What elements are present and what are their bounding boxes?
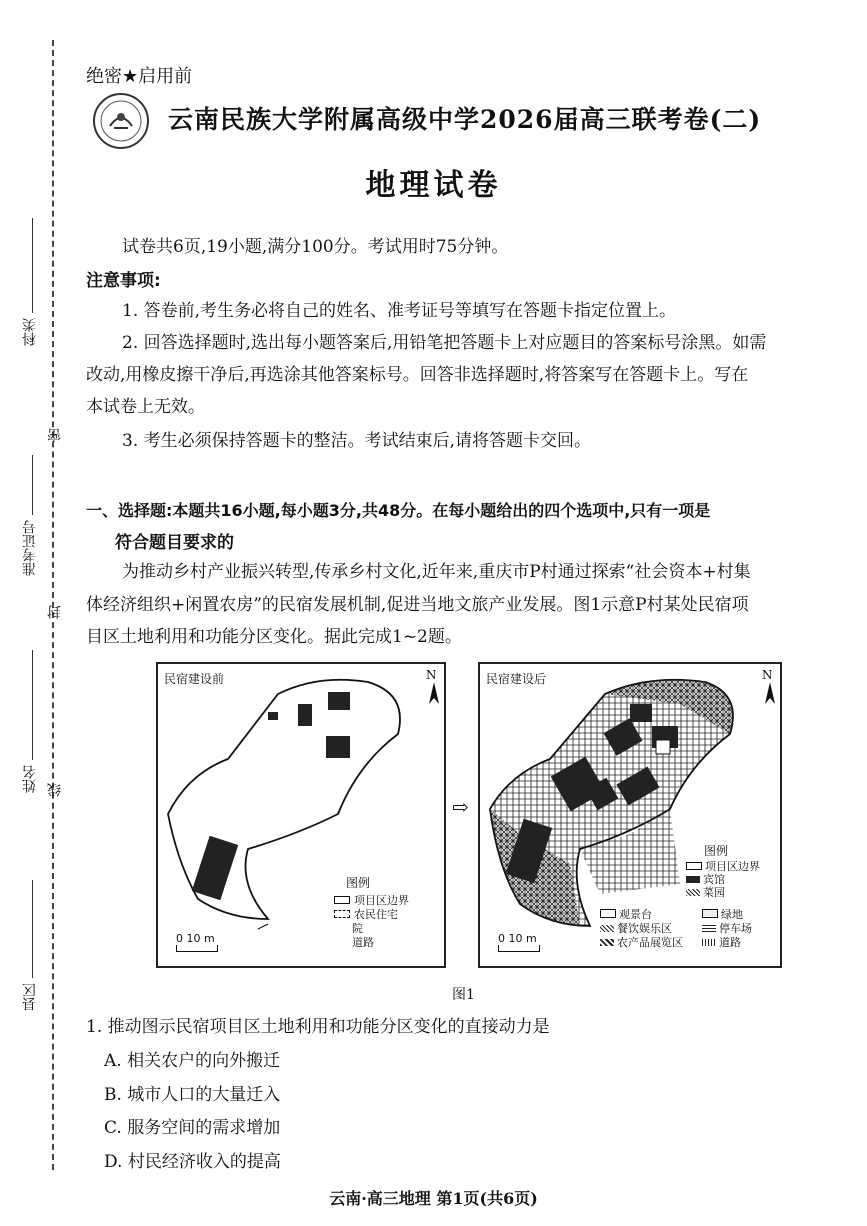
note-item-1: 1. 答卷前,考生务必将自己的姓名、准考证号等填写在答题卡指定位置上。 — [122, 301, 677, 321]
legend-road: 道路 — [352, 936, 374, 949]
map-after — [478, 662, 782, 968]
legend-greenland: 绿地 — [702, 908, 752, 922]
margin-exam-no-blank — [32, 455, 33, 515]
exam-info: 试卷共6页,19小题,满分100分。考试用时75分钟。 — [122, 237, 509, 257]
scale-line-2 — [498, 945, 540, 952]
legend-heading-2: 图例 — [704, 844, 729, 858]
scale-label: 0 10 m — [176, 932, 215, 945]
legend-heading: 图例 — [346, 876, 371, 890]
option-a: A. 相关农户的向外搬迁 — [104, 1051, 281, 1071]
margin-exam-no-label: 准考证号 — [22, 520, 38, 576]
margin-subject-blank — [32, 218, 33, 313]
map-before-title: 民宿建设前 — [164, 672, 225, 686]
legend-hotel: 宾馆 — [686, 873, 760, 886]
map-after-title: 民宿建设后 — [486, 672, 547, 686]
margin-name-blank — [32, 650, 33, 760]
note-item-2-end: 本试卷上无效。 — [86, 397, 205, 417]
passage-line-2: 体经济组织+闲置农房”的民宿发展机制,促进当地文旅产业发展。图1示意P村某处民宿项 — [86, 595, 749, 615]
north-arrow-label: N — [426, 668, 437, 682]
left-legend — [334, 894, 409, 950]
scale-line — [176, 945, 218, 952]
scale-label-2: 0 10 m — [498, 932, 537, 945]
legend-parking: 停车场 — [702, 922, 752, 936]
right-legend-col-a — [686, 860, 760, 899]
school-logo-icon — [92, 92, 150, 150]
note-item-3: 3. 考生必须保持答题卡的整洁。考试结束后,请将答题卡交回。 — [122, 431, 592, 451]
passage-line-3: 目区土地利用和功能分区变化。据此完成1~2题。 — [86, 627, 462, 647]
north-arrow-label-2: N — [762, 668, 773, 682]
note-item-2: 2. 回答选择题时,选出每小题答案后,用铅笔把答题卡上对应题目的答案标号涂黑。如需 — [122, 333, 767, 353]
note-item-2-cont: 改动,用橡皮擦干净后,再选涂其他答案标号。回答非选择题时,将答案写在答题卡上。写在 — [86, 365, 749, 385]
option-d: D. 村民经济收入的提高 — [104, 1152, 281, 1172]
legend-dining: 餐饮娱乐区 — [600, 922, 683, 936]
change-arrow-icon: ⇨ — [452, 795, 469, 819]
margin-district-label: 县区 — [22, 983, 38, 1011]
scale-bar-2 — [498, 932, 540, 952]
legend-viewpoint: 观景台 — [600, 908, 683, 922]
legend-boundary: 项目区边界 — [334, 894, 409, 908]
margin-name-label: 姓名 — [22, 765, 38, 793]
confidential-mark: 绝密★启用前 — [86, 66, 193, 87]
legend-garden: 菜园 — [686, 886, 760, 899]
subject-title: 地理试卷 — [365, 168, 502, 203]
margin-seal-mark-3: 线 — [47, 783, 63, 797]
scale-bar — [176, 932, 218, 952]
margin-seal-mark-2: 封 — [47, 605, 63, 619]
question-1-stem: 1. 推动图示民宿项目区土地利用和功能分区变化的直接动力是 — [86, 1017, 550, 1037]
right-legend-col-b — [600, 908, 683, 950]
section-heading: 一、选择题:本题共16小题,每小题3分,共48分。在每小题给出的四个选项中,只有一项是 — [86, 501, 711, 520]
option-b: B. 城市人口的大量迁入 — [104, 1085, 281, 1105]
legend-farm-expo: 农产品展览区 — [600, 936, 683, 950]
legend-farmhouse: 农民住宅 — [334, 908, 409, 922]
legend-road-2: 道路 — [702, 936, 752, 950]
exam-title: 云南民族大学附属高级中学2026届高三联考卷(二) — [168, 105, 762, 134]
legend-boundary-2: 项目区边界 — [686, 860, 760, 873]
figure-caption: 图1 — [452, 987, 475, 1003]
margin-district-blank — [32, 880, 33, 978]
margin-seal-mark-1: 密 — [47, 428, 63, 442]
legend-yard: 院 — [352, 922, 363, 935]
notes-heading: 注意事项: — [86, 271, 161, 291]
page-footer: 云南·高三地理 第1页(共6页) — [329, 1189, 538, 1208]
right-legend-col-c — [702, 908, 752, 950]
map-before — [156, 662, 446, 968]
margin-subject-label: 科类 — [22, 318, 38, 346]
passage-line-1: 为推动乡村产业振兴转型,传承乡村文化,近年来,重庆市P村通过探索“社会资本+村集 — [122, 562, 751, 582]
option-c: C. 服务空间的需求增加 — [104, 1118, 281, 1138]
section-heading-cont: 符合题目要求的 — [115, 533, 234, 553]
